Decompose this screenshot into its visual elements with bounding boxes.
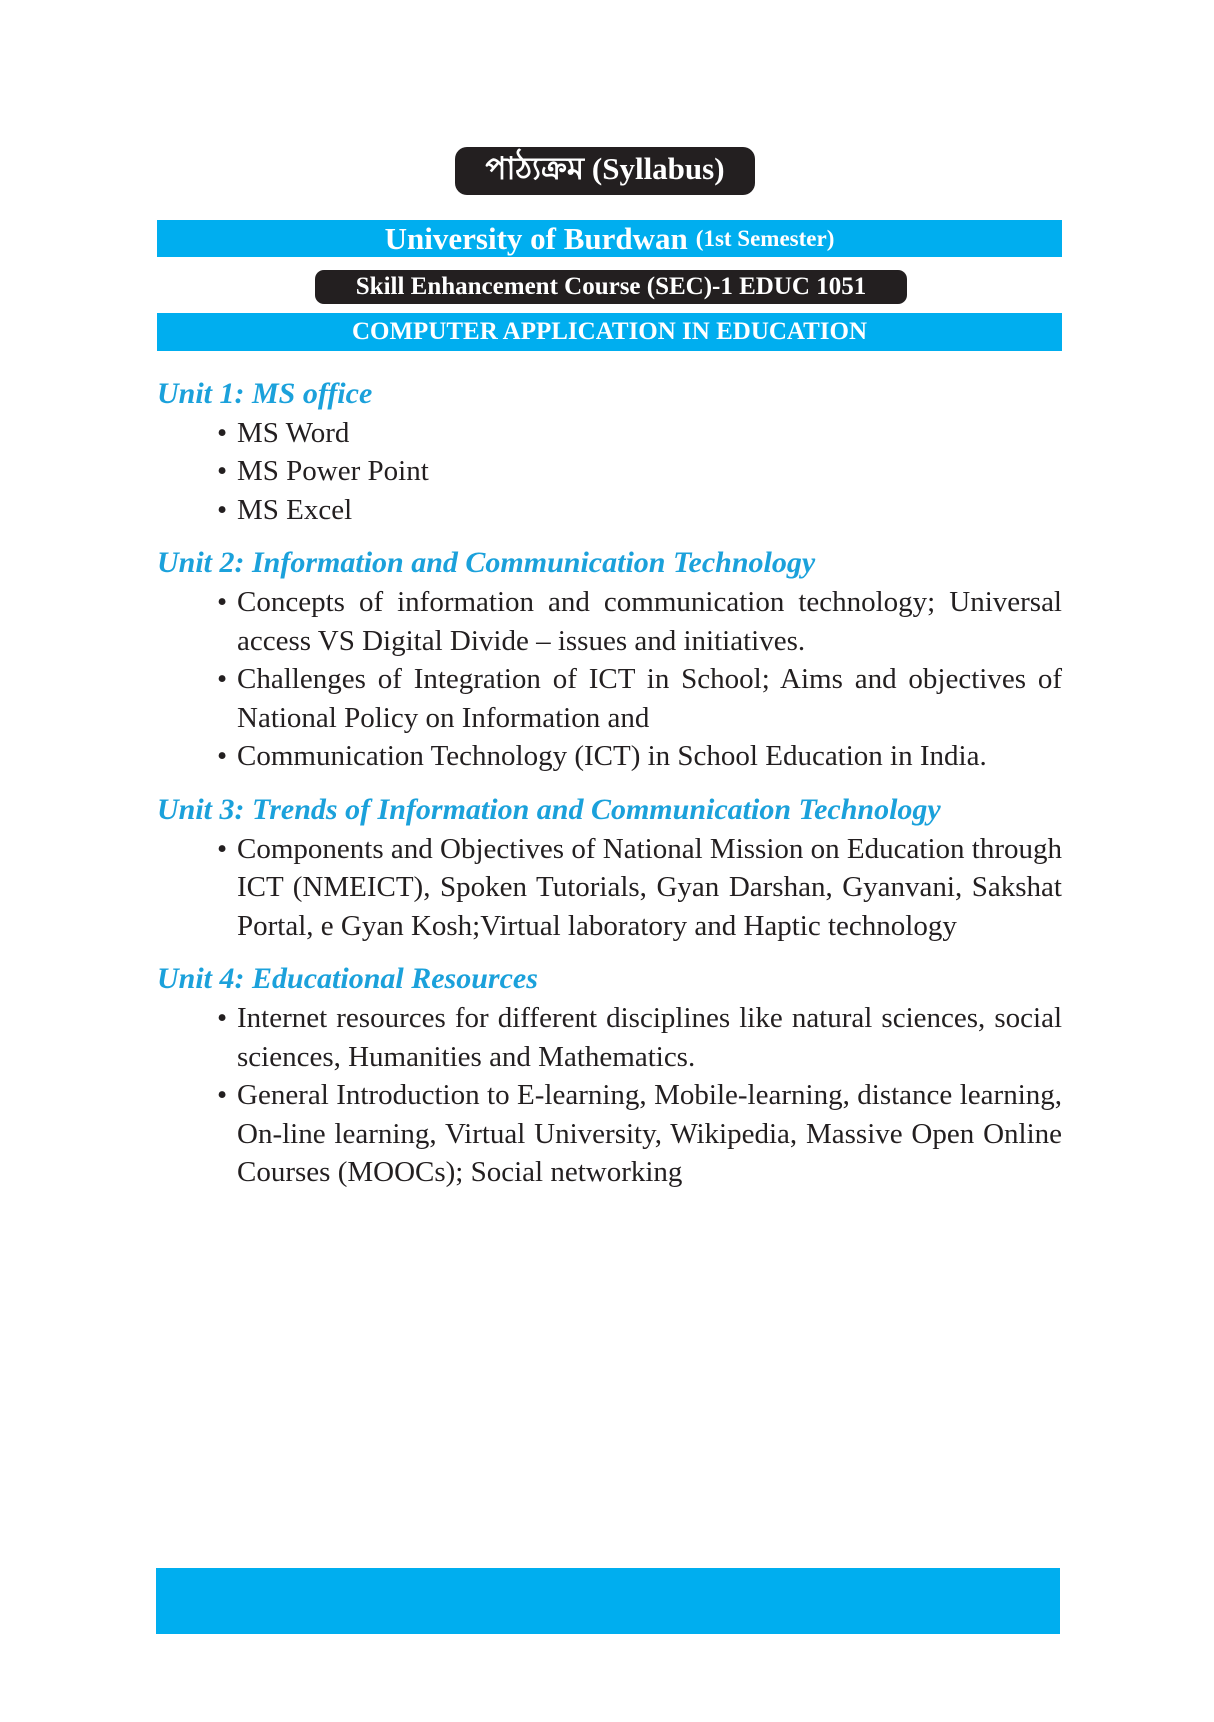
unit-heading: Unit 3: Trends of Information and Communication Technology	[157, 792, 941, 826]
unit-section	[157, 544, 1062, 776]
university-banner	[157, 220, 1062, 257]
course-badge: Skill Enhancement Course (SEC)-1 EDUC 1051	[315, 270, 907, 304]
unit-section	[157, 791, 1062, 945]
bullet-icon: •	[217, 1001, 228, 1034]
topic-item	[217, 737, 1062, 776]
topic-item	[217, 491, 1062, 530]
unit-topic-list	[157, 583, 1062, 776]
unit-topic-list	[157, 999, 1062, 1192]
bullet-icon: •	[217, 663, 228, 696]
syllabus-badge: পাঠ্যক্রম (Syllabus)	[455, 147, 755, 195]
topic-text: Internet resources for different disciplines like natural sciences, social sciences, Humanities and Mathematics.	[237, 1001, 1062, 1073]
unit-topic-list	[157, 830, 1062, 946]
topic-text: MS Word	[237, 416, 350, 449]
subject-banner: COMPUTER APPLICATION IN EDUCATION	[157, 313, 1062, 351]
unit-heading: Unit 1: MS office	[157, 377, 373, 410]
topic-item	[217, 999, 1062, 1076]
topic-item	[217, 660, 1062, 737]
bullet-icon: •	[217, 493, 228, 526]
unit-heading: Unit 4: Educational Resources	[157, 962, 538, 996]
syllabus-content	[157, 375, 1062, 1192]
topic-item	[217, 583, 1062, 660]
topic-text: MS Excel	[237, 493, 353, 526]
bullet-icon: •	[217, 1079, 228, 1112]
bullet-icon: •	[217, 740, 228, 773]
topic-text: Challenges of Integration of ICT in School; Aims and objectives of National Policy on Information and	[237, 663, 1062, 734]
topic-text: Concepts of information and communication technology; Universal access VS Digital Divide – issues and initiatives.	[237, 585, 1062, 657]
topic-text: General Introduction to E-learning, Mobile-learning, distance learning, On-line learning, Virtual University, Wikipedia, Massive Open Online Courses (MOOCs); Social networking	[237, 1079, 1062, 1189]
bullet-icon: •	[217, 455, 228, 488]
topic-text: MS Power Point	[237, 455, 429, 488]
unit-topic-list	[157, 414, 1062, 530]
topic-text: Components and Objectives of National Mission on Education through ICT (NMEICT), Spoken Tutorials, Gyan Darshan, Gyanvani, Sakshat Portal, e Gyan Kosh;Virtual laboratory and Haptic technology	[237, 832, 1062, 942]
topic-text: Communication Technology (ICT) in School Education in India.	[237, 740, 987, 773]
bullet-icon: •	[217, 832, 228, 865]
unit-heading: Unit 2: Information and Communication Technology	[157, 546, 816, 580]
bullet-icon: •	[217, 585, 228, 618]
semester-label: (1st Semester)	[695, 225, 835, 251]
topic-item	[217, 1076, 1062, 1192]
footer-bar	[156, 1568, 1060, 1634]
unit-section	[157, 960, 1062, 1192]
university-name: University of Burdwan	[384, 220, 688, 256]
topic-item	[217, 414, 1062, 453]
topic-item	[217, 830, 1062, 946]
unit-section	[157, 375, 1062, 529]
topic-item	[217, 452, 1062, 491]
bullet-icon: •	[217, 416, 228, 449]
